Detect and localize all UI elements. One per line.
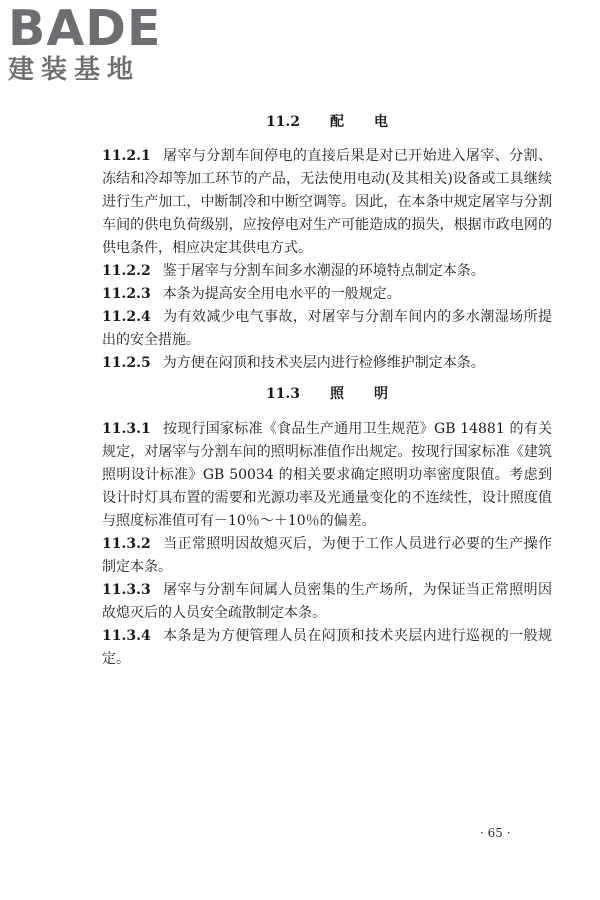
clause-number: 11.2.1 xyxy=(102,148,151,164)
logo-brand: BADE xyxy=(8,0,162,57)
section-title-11-2 xyxy=(102,109,552,135)
clause-text: 当正常照明因故熄灭后，为便于工作人员进行必要的生产操作制定本条。 xyxy=(102,536,552,575)
clause-number: 11.3.1 xyxy=(102,421,151,437)
section-number: 11.3 xyxy=(265,386,301,402)
clause-text: 按现行国家标准《食品生产通用卫生规范》GB 14881 的有关规定，对屠宰与分割车间的照明标准值作出规定。按现行国家标准《建筑照明设计标准》GB 50034 的相关要求确定照明功率密度限值。考虑到设计时灯具布置的需要和光源功率及光通量变化的不连续性，设计照度值与照度标准值可有－10％～＋10％的偏差。 xyxy=(102,421,552,529)
section-title-char: 电 xyxy=(374,114,389,130)
clause-number: 11.3.3 xyxy=(102,582,151,598)
section-title-char: 明 xyxy=(374,386,389,402)
clause-number: 11.2.2 xyxy=(102,263,151,279)
clause-11-3-3 xyxy=(102,579,552,625)
clause-11-2-3 xyxy=(102,283,552,306)
clause-11-3-1 xyxy=(102,418,552,533)
document-body xyxy=(102,109,552,671)
clause-number: 11.2.5 xyxy=(102,355,151,371)
clause-number: 11.3.2 xyxy=(102,536,151,552)
section-title-char: 照 xyxy=(330,386,345,402)
section-number: 11.2 xyxy=(265,114,301,130)
clause-11-3-4 xyxy=(102,625,552,671)
clause-11-3-2 xyxy=(102,533,552,579)
clause-11-2-1 xyxy=(102,145,552,260)
section-title-char: 配 xyxy=(330,114,345,130)
clause-11-2-4 xyxy=(102,306,552,352)
page-number: · 65 · xyxy=(480,826,511,840)
clause-11-2-2 xyxy=(102,260,552,283)
clause-text: 本条是为方便管理人员在闷顶和技术夹层内进行巡视的一般规定。 xyxy=(102,628,552,667)
clause-text: 为有效减少电气事故，对屠宰与分割车间内的多水潮湿场所提出的安全措施。 xyxy=(102,309,552,348)
clause-text: 屠宰与分割车间停电的直接后果是对已开始进入屠宰、分割、冻结和冷却等加工环节的产品，无法使用电动(及其相关)设备或工具继续进行生产加工，中断制冷和中断空调等。因此，在本条中规定屠宰与分割车间的供电负荷级别，应按停电对生产可能造成的损失，根据市政电网的供电条件，相应决定其供电方式。 xyxy=(102,148,552,256)
clause-number: 11.2.3 xyxy=(102,286,151,302)
section-title-11-3 xyxy=(102,381,552,407)
clause-11-2-5 xyxy=(102,352,552,375)
clause-number: 11.3.4 xyxy=(102,628,151,644)
clause-text: 鉴于屠宰与分割车间多水潮湿的环境特点制定本条。 xyxy=(162,263,485,279)
clause-number: 11.2.4 xyxy=(102,309,151,325)
clause-text: 为方便在闷顶和技术夹层内进行检修维护制定本条。 xyxy=(162,355,485,371)
bade-logo xyxy=(8,0,183,94)
logo-subtitle: 建装基地 xyxy=(8,55,141,85)
clause-text: 本条为提高安全用电水平的一般规定。 xyxy=(162,286,401,302)
clause-text: 屠宰与分割车间属人员密集的生产场所，为保证当正常照明因故熄灭后的人员安全疏散制定本条。 xyxy=(102,582,552,621)
